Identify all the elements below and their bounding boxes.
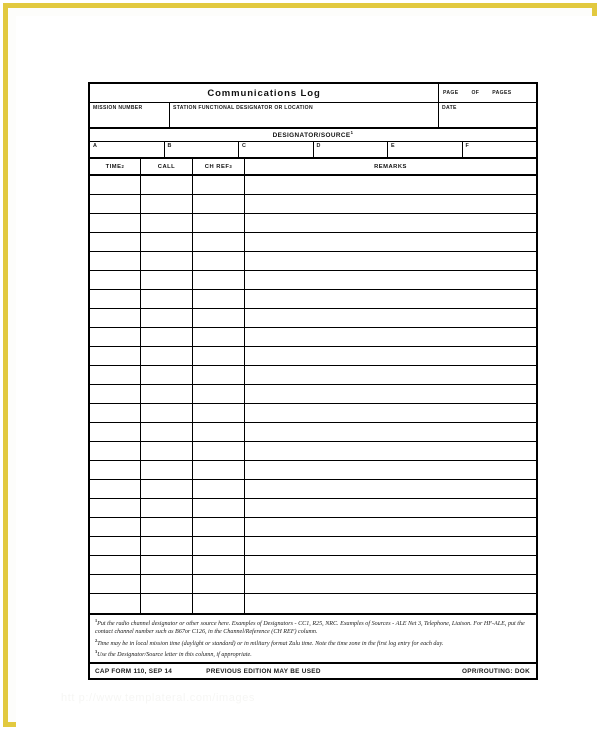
footnote-1 <box>95 617 531 637</box>
page-numbering-cell <box>439 84 536 102</box>
log-cell-remarks[interactable] <box>245 404 536 422</box>
log-cell-remarks[interactable] <box>245 347 536 365</box>
log-cell-chref[interactable] <box>193 309 245 327</box>
log-cell-chref[interactable] <box>193 366 245 384</box>
log-cell-time[interactable] <box>90 385 141 403</box>
log-cell-chref[interactable] <box>193 442 245 460</box>
designator-letter-c: C <box>242 143 246 149</box>
table-row <box>90 461 536 480</box>
log-cell-call[interactable] <box>141 366 193 384</box>
log-cell-time[interactable] <box>90 290 141 308</box>
table-row <box>90 442 536 461</box>
table-row <box>90 404 536 423</box>
log-cell-chref[interactable] <box>193 461 245 479</box>
log-cell-time[interactable] <box>90 556 141 574</box>
log-cell-chref[interactable] <box>193 575 245 593</box>
column-header-time <box>90 159 141 174</box>
log-cell-remarks[interactable] <box>245 309 536 327</box>
table-row <box>90 366 536 385</box>
log-cell-call[interactable] <box>141 195 193 213</box>
footnote-2-marker: 2 <box>95 637 98 643</box>
table-row <box>90 499 536 518</box>
log-cell-call[interactable] <box>141 556 193 574</box>
log-cell-time[interactable] <box>90 328 141 346</box>
log-cell-time[interactable] <box>90 518 141 536</box>
designator-cell-f[interactable] <box>463 142 537 157</box>
log-cell-call[interactable] <box>141 290 193 308</box>
log-cell-chref[interactable] <box>193 233 245 251</box>
previous-edition-notice: PREVIOUS EDITION MAY BE USED <box>206 667 321 675</box>
log-cell-call[interactable] <box>141 461 193 479</box>
log-cell-remarks[interactable] <box>245 423 536 441</box>
column-header-time-text: TIME 2 <box>105 163 125 170</box>
table-row <box>90 480 536 499</box>
log-cell-chref[interactable] <box>193 271 245 289</box>
log-cell-chref[interactable] <box>193 290 245 308</box>
log-cell-call[interactable] <box>141 499 193 517</box>
table-row <box>90 252 536 271</box>
log-cell-remarks[interactable] <box>245 195 536 213</box>
log-cell-chref[interactable] <box>193 214 245 232</box>
column-header-call <box>141 159 193 174</box>
log-cell-chref[interactable] <box>193 423 245 441</box>
form-footer-bar <box>90 664 536 678</box>
date-field[interactable] <box>439 103 536 127</box>
footnotes-block <box>90 615 536 664</box>
log-cell-time[interactable] <box>90 442 141 460</box>
table-row <box>90 290 536 309</box>
mission-number-field[interactable] <box>90 103 170 127</box>
column-header-remarks <box>245 159 536 174</box>
footnote-1-text: Put the radio channel designator or other source here. Examples of Designators - CC1, R25, NRC. Examples of Sources - ALE Net 3, Telephone, Liaison. For HF-ALE, put the contact channel number such as B67or C126, in the Channel/Reference (CH REF) column. <box>95 621 525 636</box>
log-cell-remarks[interactable] <box>245 385 536 403</box>
log-cell-chref[interactable] <box>193 328 245 346</box>
log-cell-chref[interactable] <box>193 537 245 555</box>
log-cell-call[interactable] <box>141 309 193 327</box>
page-label: PAGE <box>443 90 459 96</box>
log-cell-call[interactable] <box>141 442 193 460</box>
table-column-header-row <box>90 159 536 176</box>
log-cell-call[interactable] <box>141 518 193 536</box>
form-title-row <box>90 84 536 103</box>
log-cell-time[interactable] <box>90 214 141 232</box>
table-row <box>90 195 536 214</box>
of-label: OF <box>471 90 480 96</box>
log-cell-time[interactable] <box>90 195 141 213</box>
log-cell-remarks[interactable] <box>245 290 536 308</box>
form-title-cell <box>90 84 439 102</box>
station-designator-field[interactable] <box>170 103 439 127</box>
mission-info-row <box>90 103 536 129</box>
designator-letter-row <box>90 142 536 159</box>
log-cell-time[interactable] <box>90 537 141 555</box>
log-cell-time[interactable] <box>90 366 141 384</box>
designator-cell-a[interactable] <box>90 142 165 157</box>
table-row <box>90 518 536 537</box>
log-cell-time[interactable] <box>90 271 141 289</box>
designator-cell-e[interactable] <box>388 142 463 157</box>
log-cell-remarks[interactable] <box>245 594 536 613</box>
designator-source-label: DESIGNATOR/SOURCE$^1$ <box>272 130 354 140</box>
column-header-ch-ref-text: CH REF 3 <box>204 163 233 170</box>
designator-letter-a: A <box>93 143 97 149</box>
communications-log-form <box>88 82 538 680</box>
footnote-3 <box>95 648 531 659</box>
log-cell-chref[interactable] <box>193 499 245 517</box>
log-cell-time[interactable] <box>90 347 141 365</box>
designator-cell-c[interactable] <box>239 142 314 157</box>
pages-label: PAGES <box>492 90 512 96</box>
footnote-2 <box>95 637 531 648</box>
footnote-1-marker: 1 <box>95 618 98 623</box>
date-label: DATE <box>442 105 457 111</box>
table-row <box>90 423 536 442</box>
log-cell-remarks[interactable] <box>245 480 536 498</box>
log-cell-remarks[interactable] <box>245 252 536 270</box>
log-cell-time[interactable] <box>90 176 141 194</box>
log-cell-call[interactable] <box>141 575 193 593</box>
log-cell-time[interactable] <box>90 499 141 517</box>
table-row <box>90 385 536 404</box>
station-designator-label: STATION FUNCTIONAL DESIGNATOR OR LOCATION <box>173 105 313 111</box>
log-cell-call[interactable] <box>141 176 193 194</box>
log-cell-remarks[interactable] <box>245 328 536 346</box>
table-row <box>90 214 536 233</box>
table-row <box>90 556 536 575</box>
cap-form-number: CAP FORM 110, SEP 14 <box>95 667 173 675</box>
log-cell-time[interactable] <box>90 575 141 593</box>
log-entries-body <box>90 176 536 615</box>
log-cell-call[interactable] <box>141 328 193 346</box>
footnote-3-text: Use the Designator/Source letter in this column, if appropriate. <box>97 651 252 658</box>
log-cell-remarks[interactable] <box>245 176 536 194</box>
column-header-ch-ref <box>193 159 245 174</box>
table-row <box>90 594 536 613</box>
log-cell-call[interactable] <box>141 423 193 441</box>
log-cell-call[interactable] <box>141 385 193 403</box>
opr-routing-label: OPR/ROUTING: DOK <box>462 667 530 675</box>
log-cell-call[interactable] <box>141 233 193 251</box>
log-cell-call[interactable] <box>141 537 193 555</box>
log-cell-remarks[interactable] <box>245 556 536 574</box>
mission-number-label: MISSION NUMBER <box>93 105 143 111</box>
log-cell-remarks[interactable] <box>245 537 536 555</box>
log-cell-remarks[interactable] <box>245 366 536 384</box>
log-cell-chref[interactable] <box>193 176 245 194</box>
column-header-remarks-text: REMARKS <box>374 163 407 170</box>
time-footnote-marker: 2 <box>121 164 125 169</box>
log-cell-chref[interactable] <box>193 385 245 403</box>
designator-footnote-marker: 1 <box>350 130 354 136</box>
designator-letter-b: B <box>167 143 172 149</box>
table-row <box>90 575 536 594</box>
log-cell-time[interactable] <box>90 480 141 498</box>
log-cell-chref[interactable] <box>193 556 245 574</box>
log-cell-remarks[interactable] <box>245 499 536 517</box>
log-cell-chref[interactable] <box>193 404 245 422</box>
log-cell-time[interactable] <box>90 252 141 270</box>
log-cell-remarks[interactable] <box>245 575 536 593</box>
log-cell-call[interactable] <box>141 271 193 289</box>
log-cell-remarks[interactable] <box>245 271 536 289</box>
log-cell-time[interactable] <box>90 404 141 422</box>
log-cell-remarks[interactable] <box>245 233 536 251</box>
designator-letter-f: F <box>465 143 469 149</box>
site-watermark: htt p://www.templateral.com/images <box>61 692 256 704</box>
log-cell-call[interactable] <box>141 404 193 422</box>
table-row <box>90 328 536 347</box>
designator-letter-d: D <box>316 143 321 149</box>
page-title: Communications Log <box>207 87 321 99</box>
table-row <box>90 347 536 366</box>
log-cell-chref[interactable] <box>193 594 245 613</box>
footnote-3-marker: 3 <box>95 648 98 654</box>
table-row <box>90 537 536 556</box>
log-cell-chref[interactable] <box>193 252 245 270</box>
log-cell-remarks[interactable] <box>245 214 536 232</box>
log-cell-call[interactable] <box>141 480 193 498</box>
log-cell-call[interactable] <box>141 347 193 365</box>
chref-footnote-marker: 3 <box>229 164 233 169</box>
log-cell-chref[interactable] <box>193 347 245 365</box>
log-cell-call[interactable] <box>141 594 193 613</box>
log-cell-remarks[interactable] <box>245 461 536 479</box>
table-row <box>90 309 536 328</box>
log-cell-remarks[interactable] <box>245 518 536 536</box>
log-cell-chref[interactable] <box>193 195 245 213</box>
designator-cell-d[interactable] <box>314 142 389 157</box>
log-cell-time[interactable] <box>90 233 141 251</box>
column-header-call-text: CALL <box>157 163 176 170</box>
log-cell-time[interactable] <box>90 461 141 479</box>
log-cell-call[interactable] <box>141 252 193 270</box>
log-cell-time[interactable] <box>90 309 141 327</box>
log-cell-call[interactable] <box>141 214 193 232</box>
log-cell-chref[interactable] <box>193 480 245 498</box>
log-cell-time[interactable] <box>90 423 141 441</box>
designator-source-banner <box>90 129 536 142</box>
log-cell-remarks[interactable] <box>245 442 536 460</box>
designator-cell-b[interactable] <box>165 142 240 157</box>
paper-sheet <box>16 16 600 730</box>
page-gold-frame <box>3 3 597 727</box>
footnote-2-text: Time may be in local mission time (daylight or standard) or in military format Zulu time. Note the time zone in the first log entry for each day. <box>97 640 444 647</box>
table-row <box>90 233 536 252</box>
log-cell-time[interactable] <box>90 594 141 613</box>
designator-letter-e: E <box>391 143 395 149</box>
log-cell-chref[interactable] <box>193 518 245 536</box>
table-row <box>90 271 536 290</box>
table-row <box>90 176 536 195</box>
